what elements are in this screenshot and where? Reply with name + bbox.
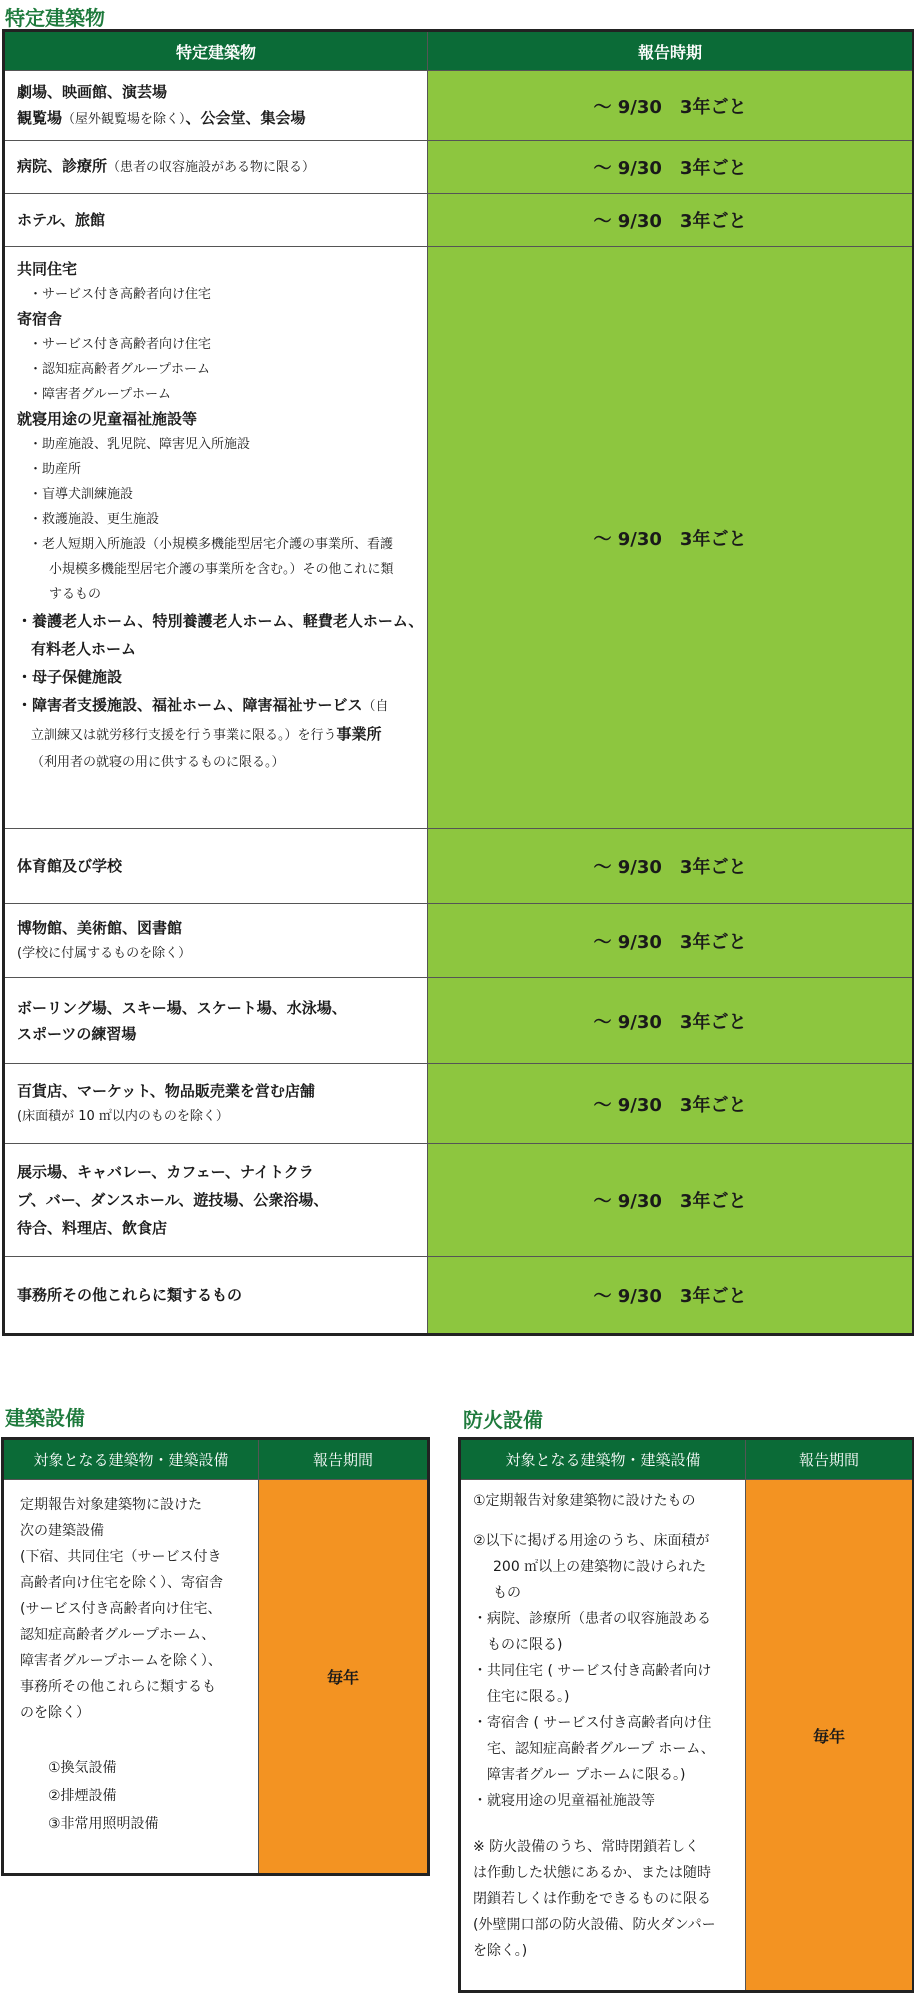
fire-p2-line: もの: [493, 1585, 521, 1601]
housing-b3a: ・障害者支援施設、福祉ホーム、障害福祉サービス: [17, 696, 363, 714]
housing-b3b: （自: [362, 699, 389, 714]
period-cell: ～ 9/30 3年ごと: [428, 194, 914, 247]
row-hotel: ホテル、旅館: [4, 194, 428, 247]
housing-b3e: （利用者の就寝の用に供するものに限る。）: [31, 755, 285, 770]
specific-buildings-table: [2, 29, 914, 1336]
fire-note-line: は作動した状態にあるか、または随時: [473, 1865, 711, 1881]
fire-note-line: ※ 防火設備のうち、常時閉鎖若しく: [473, 1839, 700, 1855]
fire-bullet: ・就寝用途の児童福祉施設等: [473, 1793, 655, 1809]
row-museum-a: 博物館、美術館、図書館: [17, 918, 183, 937]
housing-b1b: 有料老人ホーム: [31, 640, 137, 658]
row-exhibition-a: 展示場、キャバレー、カフェー、ナイトクラ: [17, 1163, 314, 1181]
fire-bullet-cont: ものに限る): [487, 1637, 563, 1653]
housing-h2-item: ・サービス付き高齢者向け住宅: [29, 337, 212, 352]
housing-h3-item: ・盲導犬訓練施設: [29, 487, 134, 502]
row-housing: [4, 247, 428, 829]
row-exhibition-c: 待合、料理店、飲食店: [17, 1219, 168, 1237]
equipment-period: 毎年: [259, 1480, 429, 1875]
period-cell: ～ 9/30 3年ごと: [428, 141, 914, 194]
period-cell: ～ 9/30 3年ごと: [428, 247, 914, 829]
housing-b1a: ・養護老人ホーム、特別養護老人ホーム、軽費老人ホーム、: [17, 612, 424, 630]
row-hospital: [4, 141, 428, 194]
building-equipment-table: [1, 1437, 430, 1876]
row-store-b: (床面積が 10 ㎡以内のものを除く）: [17, 1108, 229, 1124]
row-exhibition-b: ブ、バー、ダンスホール、遊技場、公衆浴場、: [17, 1191, 329, 1209]
row-sports-b: スポーツの練習場: [17, 1024, 137, 1043]
row-store-a: 百貨店、マーケット、物品販売業を営む店舗: [17, 1081, 315, 1100]
fire-bullet-cont: 住宅に限る。): [487, 1689, 570, 1705]
equipment-line: 事務所その他これらに類するも: [20, 1679, 216, 1695]
housing-h3-item: ・助産施設、乳児院、障害児入所施設: [29, 437, 251, 452]
fire-bullet-cont: 障害者グルー プホームに限る。): [487, 1767, 686, 1783]
row-museum-b: (学校に付属するものを除く）: [17, 945, 192, 961]
row-museum: [4, 904, 428, 978]
fire-period: 毎年: [746, 1480, 914, 1992]
period-cell: ～ 9/30 3年ごと: [428, 829, 914, 904]
fire-note-line: 閉鎖若しくは作動をできるものに限る: [473, 1891, 711, 1907]
equipment-description: [3, 1480, 259, 1875]
row-theater-l2a: 観覧場: [17, 108, 63, 127]
header-target: 対象となる建築物・建築設備: [460, 1439, 746, 1480]
housing-h2: 寄宿舎: [17, 310, 63, 328]
housing-h1: 共同住宅: [17, 260, 78, 278]
equipment-line: 障害者グループホームを除く）、: [20, 1653, 222, 1669]
row-exhibition: [4, 1144, 428, 1257]
equipment-line: 高齢者向け住宅を除く）、寄宿舎: [20, 1575, 223, 1591]
row-sports: [4, 978, 428, 1064]
section-title-specific-buildings: 特定建築物: [5, 6, 105, 30]
fire-p2-line: 200 ㎡以上の建築物に設けられた: [493, 1559, 707, 1575]
housing-b3d: 事業所: [336, 725, 382, 743]
housing-h3-cont: 小規模多機能型居宅介護の事業所を含む。）その他これに類: [49, 562, 394, 577]
housing-h3-cont: するもの: [49, 587, 102, 602]
equipment-line: 次の建築設備: [20, 1523, 104, 1539]
period-cell: ～ 9/30 3年ごと: [428, 1064, 914, 1144]
row-hospital-b: （患者の収容施設がある物に限る）: [107, 160, 316, 175]
housing-h2-item: ・認知症高齢者グループホーム: [29, 362, 210, 377]
equipment-line: (サービス付き高齢者向け住宅、: [20, 1601, 222, 1617]
fire-note-line: を除く。): [473, 1943, 528, 1959]
equipment-item-smoke-exhaust: ②排煙設備: [48, 1788, 117, 1804]
period-cell: ～ 9/30 3年ごと: [428, 978, 914, 1064]
header-building: 特定建築物: [4, 31, 428, 71]
header-period: 報告期間: [746, 1439, 914, 1480]
row-theater-l2c: 、公会堂、集会場: [185, 108, 306, 127]
row-gym-school: 体育館及び学校: [4, 829, 428, 904]
housing-h3: 就寝用途の児童福祉施設等: [17, 410, 198, 428]
fire-bullet-cont: 宅、認知症高齢者グループ ホーム、: [487, 1741, 715, 1757]
fire-description: [460, 1480, 746, 1992]
row-office: 事務所その他これらに類するもの: [4, 1257, 428, 1335]
period-cell: ～ 9/30 3年ごと: [428, 71, 914, 141]
housing-b3c: 立訓練又は就労移行支援を行う事業に限る。）を行う: [31, 728, 337, 743]
fire-note-line: (外壁開口部の防火設備、防火ダンパー: [473, 1917, 716, 1933]
equipment-line: 定期報告対象建築物に設けた: [20, 1497, 202, 1513]
housing-h1-item: ・サービス付き高齢者向け住宅: [29, 287, 212, 302]
fire-bullet: ・病院、診療所（患者の収容施設ある: [473, 1611, 711, 1627]
header-period: 報告期間: [259, 1439, 429, 1480]
header-target: 対象となる建築物・建築設備: [3, 1439, 259, 1480]
row-hospital-a: 病院、診療所: [17, 157, 108, 175]
housing-b2: ・母子保健施設: [17, 668, 123, 686]
period-cell: ～ 9/30 3年ごと: [428, 1257, 914, 1335]
row-theater-line1: 劇場、映画館、演芸場: [17, 82, 168, 101]
row-sports-a: ボーリング場、スキー場、スケート場、水泳場、: [17, 998, 347, 1017]
period-cell: ～ 9/30 3年ごと: [428, 904, 914, 978]
period-cell: ～ 9/30 3年ごと: [428, 1144, 914, 1257]
equipment-item-emergency-light: ③非常用照明設備: [48, 1816, 159, 1832]
row-theater: [4, 71, 428, 141]
fire-p1: ①定期報告対象建築物に設けたもの: [473, 1493, 696, 1509]
housing-h2-item: ・障害者グループホーム: [29, 387, 171, 402]
row-theater-l2b: （屋外観覧場を除く）: [62, 111, 186, 127]
header-period: 報告時期: [428, 31, 914, 71]
section-title-fire-equipment: 防火設備: [463, 1408, 543, 1432]
housing-h3-item: ・老人短期入所施設（小規模多機能型居宅介護の事業所、看護: [29, 537, 394, 552]
fire-bullet: ・共同住宅 ( サービス付き高齢者向け: [473, 1663, 712, 1679]
fire-equipment-table: [458, 1437, 914, 1993]
fire-bullet: ・寄宿舎 ( サービス付き高齢者向け住: [473, 1715, 712, 1731]
equipment-item-ventilation: ①換気設備: [48, 1760, 117, 1776]
equipment-line: 認知症高齢者グループホーム、: [20, 1627, 216, 1643]
section-title-building-equipment: 建築設備: [5, 1406, 85, 1430]
row-store: [4, 1064, 428, 1144]
housing-h3-item: ・救護施設、更生施設: [29, 512, 160, 527]
housing-h3-item: ・助産所: [29, 462, 82, 477]
fire-p2-line: ②以下に掲げる用途のうち、床面積が: [473, 1533, 710, 1549]
equipment-line: のを除く）: [20, 1705, 90, 1721]
equipment-line: (下宿、共同住宅（サービス付き: [20, 1549, 222, 1565]
